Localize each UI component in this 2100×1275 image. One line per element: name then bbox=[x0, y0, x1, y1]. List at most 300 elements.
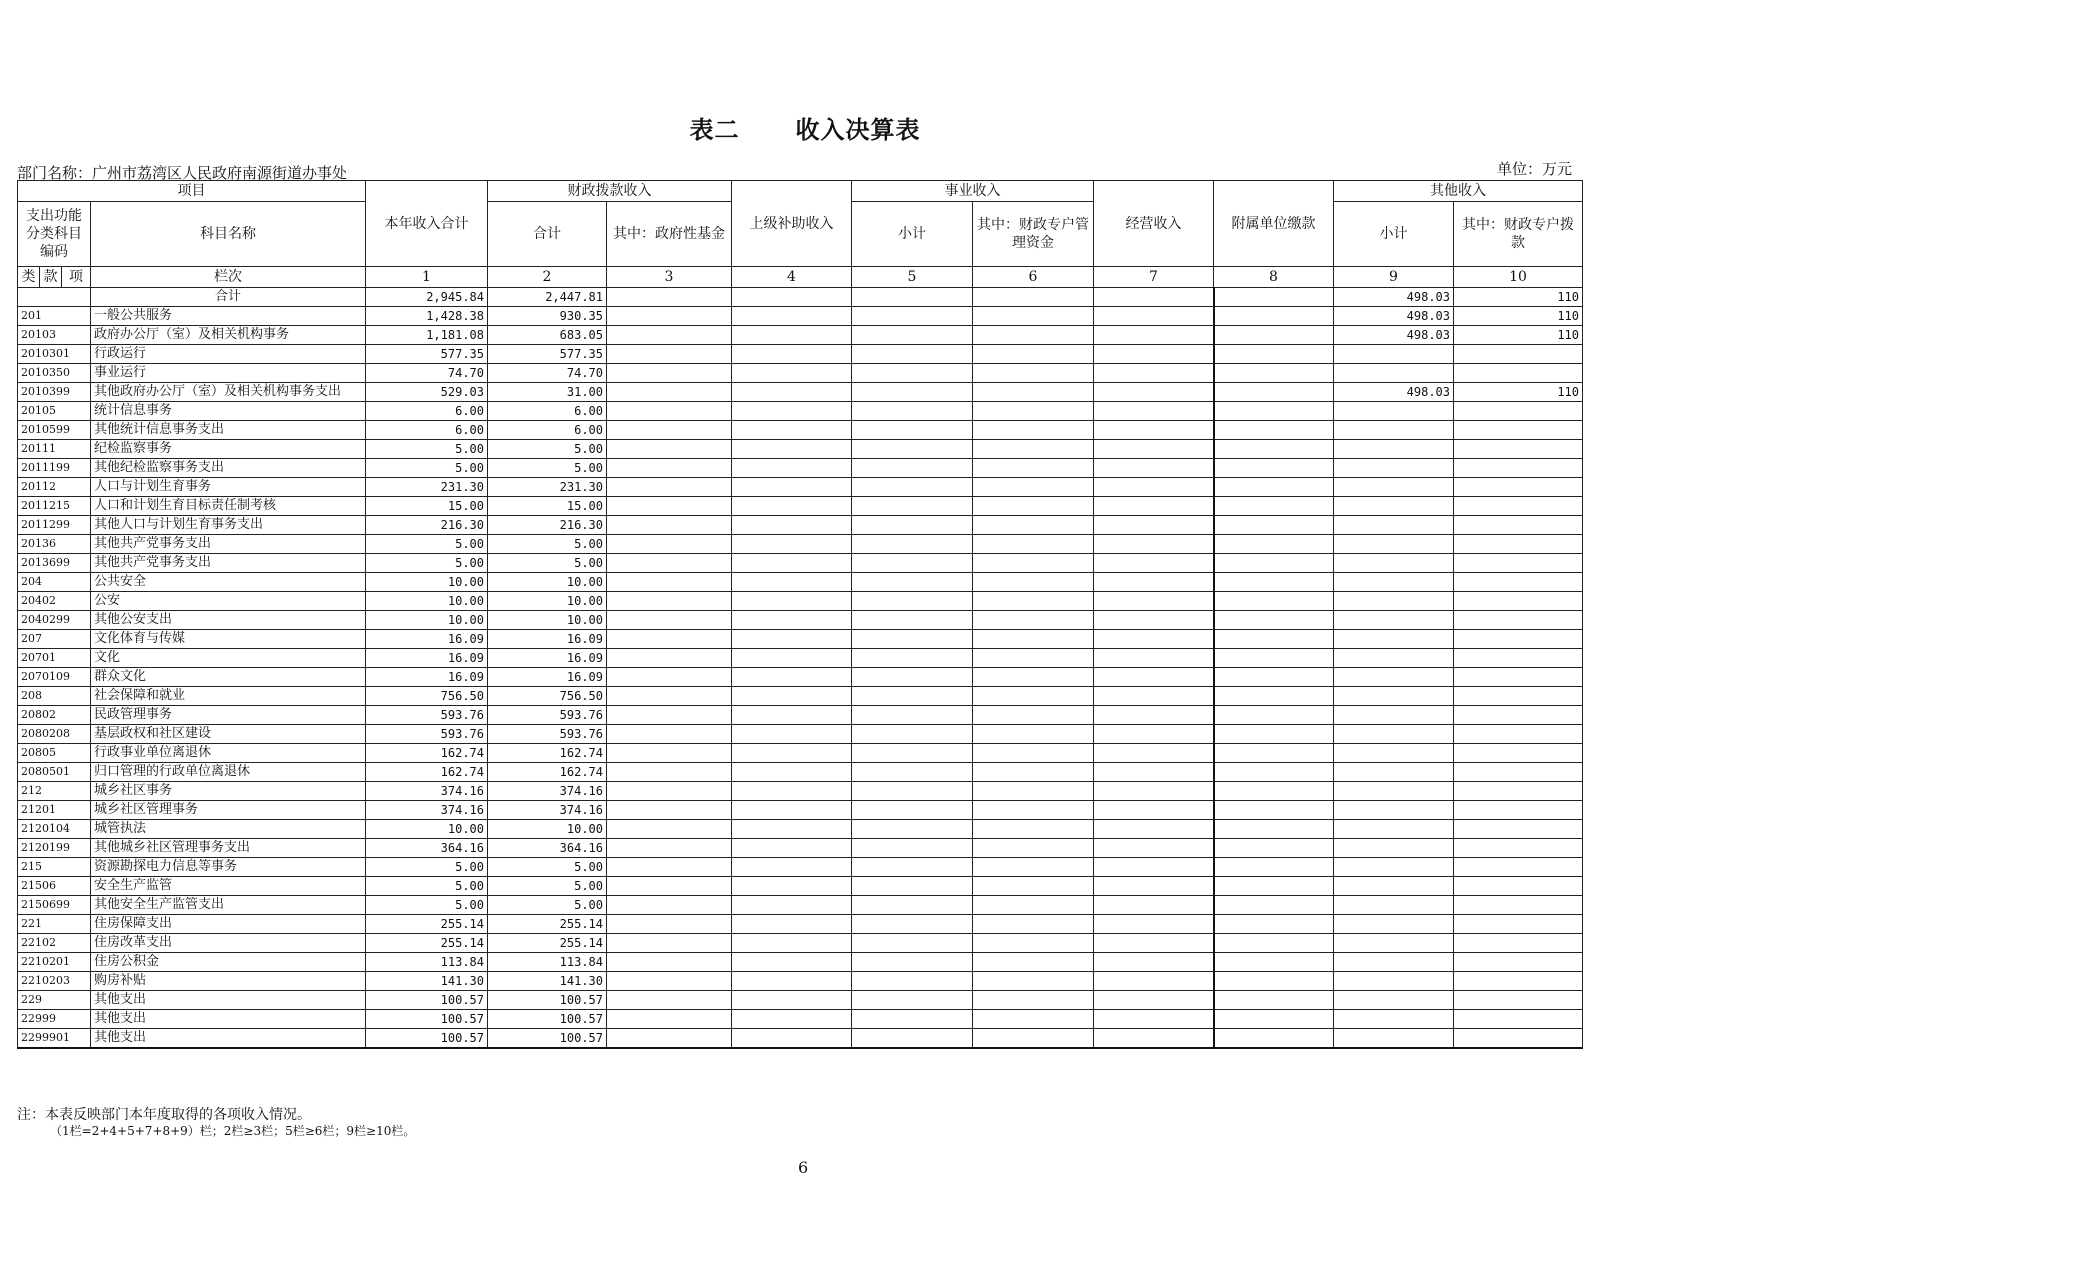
table-row bbox=[18, 440, 1583, 459]
cell-affiliated bbox=[1214, 706, 1334, 725]
cell-upper-subsidy bbox=[732, 554, 852, 573]
cell-business-special bbox=[973, 877, 1094, 896]
cell-upper-subsidy bbox=[732, 307, 852, 326]
cell-subject-name: 其他纪检监察事务支出 bbox=[91, 459, 366, 478]
cell-subject-name: 归口管理的行政单位离退休 bbox=[91, 763, 366, 782]
cell-business-subtotal bbox=[852, 953, 973, 972]
cell-business-special bbox=[973, 440, 1094, 459]
cell-operating bbox=[1094, 858, 1214, 877]
cell-business-special bbox=[973, 687, 1094, 706]
cell-business-subtotal bbox=[852, 763, 973, 782]
cell-fiscal-fund bbox=[607, 497, 732, 516]
cell-fiscal-fund bbox=[607, 383, 732, 402]
cell-fiscal-fund bbox=[607, 611, 732, 630]
cell-business-special bbox=[973, 1029, 1094, 1049]
cell-code: 201 bbox=[18, 307, 91, 326]
cell-fiscal-total: 5.00 bbox=[488, 459, 607, 478]
cell-other-special bbox=[1454, 915, 1583, 934]
cell-fiscal-fund bbox=[607, 1010, 732, 1029]
cell-other-special bbox=[1454, 934, 1583, 953]
cell-fiscal-fund bbox=[607, 649, 732, 668]
cell-business-subtotal bbox=[852, 1029, 973, 1049]
cell-fiscal-fund bbox=[607, 877, 732, 896]
table-row bbox=[18, 953, 1583, 972]
cell-other-special bbox=[1454, 820, 1583, 839]
cell-affiliated bbox=[1214, 668, 1334, 687]
header-fiscal-total: 合计 bbox=[488, 202, 607, 267]
cell-fiscal-total: 100.57 bbox=[488, 1029, 607, 1049]
col-number-cell: 7 bbox=[1094, 267, 1214, 288]
header-lei: 类 bbox=[18, 267, 40, 288]
cell-other-special bbox=[1454, 1029, 1583, 1049]
table-row bbox=[18, 725, 1583, 744]
col-number-cell: 9 bbox=[1334, 267, 1454, 288]
cell-total-income: 5.00 bbox=[366, 440, 488, 459]
cell-business-special bbox=[973, 497, 1094, 516]
cell-subject-name: 一般公共服务 bbox=[91, 307, 366, 326]
cell-upper-subsidy bbox=[732, 573, 852, 592]
cell-affiliated bbox=[1214, 820, 1334, 839]
cell-business-subtotal bbox=[852, 307, 973, 326]
cell-operating bbox=[1094, 516, 1214, 535]
cell-fiscal-total: 2,447.81 bbox=[488, 288, 607, 307]
cell-business-special bbox=[973, 972, 1094, 991]
cell-affiliated bbox=[1214, 953, 1334, 972]
cell-other-subtotal bbox=[1334, 839, 1454, 858]
cell-fiscal-total: 15.00 bbox=[488, 497, 607, 516]
cell-fiscal-fund bbox=[607, 440, 732, 459]
header-project: 项目 bbox=[18, 181, 366, 202]
cell-other-special bbox=[1454, 421, 1583, 440]
cell-total-income: 5.00 bbox=[366, 877, 488, 896]
cell-upper-subsidy bbox=[732, 858, 852, 877]
cell-affiliated bbox=[1214, 516, 1334, 535]
cell-business-subtotal bbox=[852, 326, 973, 345]
cell-business-subtotal bbox=[852, 573, 973, 592]
cell-upper-subsidy bbox=[732, 383, 852, 402]
cell-operating bbox=[1094, 915, 1214, 934]
cell-fiscal-total: 10.00 bbox=[488, 611, 607, 630]
page-title bbox=[0, 110, 1610, 145]
table-header bbox=[18, 181, 1583, 288]
cell-subject-name: 住房保障支出 bbox=[91, 915, 366, 934]
header-fiscal-group: 财政拨款收入 bbox=[488, 181, 732, 202]
cell-business-subtotal bbox=[852, 478, 973, 497]
cell-fiscal-fund bbox=[607, 820, 732, 839]
cell-other-special bbox=[1454, 763, 1583, 782]
cell-other-subtotal bbox=[1334, 364, 1454, 383]
cell-affiliated bbox=[1214, 801, 1334, 820]
unit-label: 单位：万元 bbox=[1497, 160, 1573, 178]
cell-upper-subsidy bbox=[732, 421, 852, 440]
cell-total-income: 16.09 bbox=[366, 630, 488, 649]
cell-fiscal-total: 162.74 bbox=[488, 763, 607, 782]
cell-business-special bbox=[973, 953, 1094, 972]
cell-total-income: 2,945.84 bbox=[366, 288, 488, 307]
cell-total-income: 1,428.38 bbox=[366, 307, 488, 326]
cell-operating bbox=[1094, 725, 1214, 744]
cell-business-subtotal bbox=[852, 630, 973, 649]
cell-affiliated bbox=[1214, 630, 1334, 649]
table-row bbox=[18, 326, 1583, 345]
cell-upper-subsidy bbox=[732, 630, 852, 649]
cell-code bbox=[18, 288, 91, 307]
cell-other-subtotal: 498.03 bbox=[1334, 288, 1454, 307]
cell-fiscal-fund bbox=[607, 592, 732, 611]
cell-affiliated bbox=[1214, 763, 1334, 782]
cell-business-special bbox=[973, 478, 1094, 497]
cell-other-subtotal: 498.03 bbox=[1334, 307, 1454, 326]
col-number-cell: 1 bbox=[366, 267, 488, 288]
cell-total-income: 756.50 bbox=[366, 687, 488, 706]
cell-business-special bbox=[973, 383, 1094, 402]
cell-total-income: 1,181.08 bbox=[366, 326, 488, 345]
cell-other-subtotal bbox=[1334, 345, 1454, 364]
cell-operating bbox=[1094, 839, 1214, 858]
cell-total-income: 5.00 bbox=[366, 535, 488, 554]
cell-other-subtotal bbox=[1334, 801, 1454, 820]
cell-business-subtotal bbox=[852, 592, 973, 611]
cell-operating bbox=[1094, 592, 1214, 611]
table-row bbox=[18, 478, 1583, 497]
cell-fiscal-total: 141.30 bbox=[488, 972, 607, 991]
cell-business-subtotal bbox=[852, 1010, 973, 1029]
cell-fiscal-total: 593.76 bbox=[488, 706, 607, 725]
cell-code: 229 bbox=[18, 991, 91, 1010]
cell-total-income: 113.84 bbox=[366, 953, 488, 972]
header-subject-name: 科目名称 bbox=[91, 202, 366, 267]
cell-other-special bbox=[1454, 459, 1583, 478]
cell-subject-name: 城管执法 bbox=[91, 820, 366, 839]
table-row bbox=[18, 364, 1583, 383]
cell-business-subtotal bbox=[852, 839, 973, 858]
cell-business-subtotal bbox=[852, 440, 973, 459]
cell-fiscal-total: 16.09 bbox=[488, 630, 607, 649]
cell-business-special bbox=[973, 782, 1094, 801]
cell-fiscal-fund bbox=[607, 782, 732, 801]
header-business-group: 事业收入 bbox=[852, 181, 1094, 202]
cell-affiliated bbox=[1214, 440, 1334, 459]
cell-fiscal-total: 5.00 bbox=[488, 877, 607, 896]
cell-other-special bbox=[1454, 877, 1583, 896]
cell-business-subtotal bbox=[852, 649, 973, 668]
table-row bbox=[18, 554, 1583, 573]
table-body bbox=[18, 288, 1583, 1049]
cell-fiscal-fund bbox=[607, 991, 732, 1010]
header-total-income: 本年收入合计 bbox=[366, 181, 488, 267]
cell-code: 20105 bbox=[18, 402, 91, 421]
cell-subject-name: 统计信息事务 bbox=[91, 402, 366, 421]
cell-fiscal-fund bbox=[607, 573, 732, 592]
cell-affiliated bbox=[1214, 991, 1334, 1010]
cell-business-subtotal bbox=[852, 896, 973, 915]
cell-affiliated bbox=[1214, 611, 1334, 630]
cell-affiliated bbox=[1214, 459, 1334, 478]
cell-other-special bbox=[1454, 858, 1583, 877]
cell-code: 20701 bbox=[18, 649, 91, 668]
cell-fiscal-total: 5.00 bbox=[488, 858, 607, 877]
cell-total-income: 162.74 bbox=[366, 763, 488, 782]
cell-business-subtotal bbox=[852, 820, 973, 839]
cell-subject-name: 安全生产监管 bbox=[91, 877, 366, 896]
cell-fiscal-total: 74.70 bbox=[488, 364, 607, 383]
col-number-cell: 6 bbox=[973, 267, 1094, 288]
cell-other-special bbox=[1454, 744, 1583, 763]
cell-business-special bbox=[973, 668, 1094, 687]
cell-business-subtotal bbox=[852, 725, 973, 744]
cell-operating bbox=[1094, 1010, 1214, 1029]
footnote-line-2: （1栏=2+4+5+7+8+9）栏；2栏≥3栏；5栏≥6栏；9栏≥10栏。 bbox=[50, 1124, 416, 1138]
cell-code: 2040299 bbox=[18, 611, 91, 630]
table-row bbox=[18, 839, 1583, 858]
cell-operating bbox=[1094, 345, 1214, 364]
cell-upper-subsidy bbox=[732, 345, 852, 364]
cell-other-subtotal bbox=[1334, 668, 1454, 687]
cell-total-income: 16.09 bbox=[366, 668, 488, 687]
header-operating: 经营收入 bbox=[1094, 181, 1214, 267]
cell-fiscal-fund bbox=[607, 744, 732, 763]
cell-total-income: 16.09 bbox=[366, 649, 488, 668]
cell-business-subtotal bbox=[852, 991, 973, 1010]
table-row bbox=[18, 1010, 1583, 1029]
cell-other-subtotal bbox=[1334, 459, 1454, 478]
cell-other-special bbox=[1454, 687, 1583, 706]
cell-other-subtotal bbox=[1334, 1010, 1454, 1029]
cell-subject-name: 其他支出 bbox=[91, 1029, 366, 1049]
cell-subject-name: 基层政权和社区建设 bbox=[91, 725, 366, 744]
cell-fiscal-total: 6.00 bbox=[488, 402, 607, 421]
cell-total-income: 577.35 bbox=[366, 345, 488, 364]
cell-other-special: 110 bbox=[1454, 307, 1583, 326]
cell-code: 2010399 bbox=[18, 383, 91, 402]
cell-subject-name: 文化体育与传媒 bbox=[91, 630, 366, 649]
cell-fiscal-total: 5.00 bbox=[488, 440, 607, 459]
cell-code: 20111 bbox=[18, 440, 91, 459]
cell-business-special bbox=[973, 801, 1094, 820]
cell-upper-subsidy bbox=[732, 706, 852, 725]
cell-upper-subsidy bbox=[732, 782, 852, 801]
cell-subject-name: 城乡社区管理事务 bbox=[91, 801, 366, 820]
cell-fiscal-fund bbox=[607, 896, 732, 915]
cell-fiscal-fund bbox=[607, 687, 732, 706]
cell-subject-name: 其他支出 bbox=[91, 1010, 366, 1029]
cell-operating bbox=[1094, 687, 1214, 706]
cell-upper-subsidy bbox=[732, 478, 852, 497]
cell-operating bbox=[1094, 307, 1214, 326]
cell-other-subtotal bbox=[1334, 649, 1454, 668]
cell-fiscal-total: 162.74 bbox=[488, 744, 607, 763]
cell-upper-subsidy bbox=[732, 402, 852, 421]
cell-code: 2010350 bbox=[18, 364, 91, 383]
cell-code: 2011199 bbox=[18, 459, 91, 478]
cell-business-subtotal bbox=[852, 364, 973, 383]
cell-other-subtotal bbox=[1334, 915, 1454, 934]
cell-subject-name: 其他支出 bbox=[91, 991, 366, 1010]
cell-fiscal-fund bbox=[607, 858, 732, 877]
cell-upper-subsidy bbox=[732, 820, 852, 839]
cell-code: 20402 bbox=[18, 592, 91, 611]
cell-business-special bbox=[973, 839, 1094, 858]
cell-upper-subsidy bbox=[732, 877, 852, 896]
cell-business-special bbox=[973, 820, 1094, 839]
cell-business-special bbox=[973, 896, 1094, 915]
cell-total-income: 15.00 bbox=[366, 497, 488, 516]
cell-other-subtotal bbox=[1334, 782, 1454, 801]
cell-other-special: 110 bbox=[1454, 383, 1583, 402]
cell-code: 2010599 bbox=[18, 421, 91, 440]
cell-other-special: 110 bbox=[1454, 288, 1583, 307]
cell-total-income: 593.76 bbox=[366, 725, 488, 744]
cell-other-subtotal bbox=[1334, 687, 1454, 706]
cell-operating bbox=[1094, 402, 1214, 421]
cell-other-subtotal bbox=[1334, 725, 1454, 744]
cell-other-subtotal bbox=[1334, 573, 1454, 592]
cell-other-special bbox=[1454, 554, 1583, 573]
cell-other-special bbox=[1454, 668, 1583, 687]
cell-fiscal-total: 113.84 bbox=[488, 953, 607, 972]
cell-other-special bbox=[1454, 782, 1583, 801]
cell-subject-name: 行政运行 bbox=[91, 345, 366, 364]
cell-subject-name: 资源勘探电力信息等事务 bbox=[91, 858, 366, 877]
cell-business-subtotal bbox=[852, 801, 973, 820]
table-row bbox=[18, 592, 1583, 611]
table-row bbox=[18, 934, 1583, 953]
cell-affiliated bbox=[1214, 687, 1334, 706]
cell-business-special bbox=[973, 1010, 1094, 1029]
cell-business-special bbox=[973, 326, 1094, 345]
table-row bbox=[18, 307, 1583, 326]
cell-fiscal-fund bbox=[607, 630, 732, 649]
cell-other-special bbox=[1454, 345, 1583, 364]
cell-total-income: 374.16 bbox=[366, 782, 488, 801]
cell-fiscal-total: 374.16 bbox=[488, 801, 607, 820]
cell-upper-subsidy bbox=[732, 592, 852, 611]
cell-fiscal-fund bbox=[607, 953, 732, 972]
header-business-special: 其中：财政专户管理资金 bbox=[973, 202, 1094, 267]
cell-subject-name: 城乡社区事务 bbox=[91, 782, 366, 801]
cell-other-subtotal bbox=[1334, 611, 1454, 630]
cell-other-subtotal bbox=[1334, 763, 1454, 782]
income-table bbox=[17, 180, 1582, 1049]
cell-upper-subsidy bbox=[732, 516, 852, 535]
cell-upper-subsidy bbox=[732, 1029, 852, 1049]
cell-affiliated bbox=[1214, 554, 1334, 573]
cell-fiscal-total: 5.00 bbox=[488, 535, 607, 554]
cell-business-special bbox=[973, 858, 1094, 877]
cell-business-subtotal bbox=[852, 877, 973, 896]
cell-subject-name: 文化 bbox=[91, 649, 366, 668]
cell-upper-subsidy bbox=[732, 801, 852, 820]
cell-fiscal-fund bbox=[607, 535, 732, 554]
cell-business-special bbox=[973, 288, 1094, 307]
cell-upper-subsidy bbox=[732, 364, 852, 383]
cell-upper-subsidy bbox=[732, 744, 852, 763]
cell-total-income: 74.70 bbox=[366, 364, 488, 383]
cell-operating bbox=[1094, 383, 1214, 402]
cell-affiliated bbox=[1214, 326, 1334, 345]
cell-total-income: 10.00 bbox=[366, 611, 488, 630]
cell-operating bbox=[1094, 896, 1214, 915]
col-number-cell: 4 bbox=[732, 267, 852, 288]
cell-other-special bbox=[1454, 839, 1583, 858]
cell-code: 204 bbox=[18, 573, 91, 592]
cell-affiliated bbox=[1214, 1010, 1334, 1029]
cell-code: 20802 bbox=[18, 706, 91, 725]
cell-upper-subsidy bbox=[732, 687, 852, 706]
cell-subject-name: 公安 bbox=[91, 592, 366, 611]
cell-operating bbox=[1094, 459, 1214, 478]
cell-other-special bbox=[1454, 706, 1583, 725]
cell-upper-subsidy bbox=[732, 1010, 852, 1029]
cell-business-subtotal bbox=[852, 288, 973, 307]
cell-operating bbox=[1094, 877, 1214, 896]
cell-total-income: 255.14 bbox=[366, 934, 488, 953]
cell-affiliated bbox=[1214, 858, 1334, 877]
cell-affiliated bbox=[1214, 497, 1334, 516]
cell-subject-name: 其他人口与计划生育事务支出 bbox=[91, 516, 366, 535]
footnote-line-1: 注：本表反映部门本年度取得的各项收入情况。 bbox=[17, 1107, 311, 1123]
cell-code: 2011299 bbox=[18, 516, 91, 535]
cell-subject-name: 购房补贴 bbox=[91, 972, 366, 991]
cell-business-subtotal bbox=[852, 668, 973, 687]
cell-upper-subsidy bbox=[732, 649, 852, 668]
cell-total-income: 6.00 bbox=[366, 421, 488, 440]
cell-code: 2080208 bbox=[18, 725, 91, 744]
header-other-subtotal: 小计 bbox=[1334, 202, 1454, 267]
cell-fiscal-total: 6.00 bbox=[488, 421, 607, 440]
cell-total-income: 5.00 bbox=[366, 459, 488, 478]
cell-subject-name: 其他统计信息事务支出 bbox=[91, 421, 366, 440]
cell-code: 212 bbox=[18, 782, 91, 801]
cell-operating bbox=[1094, 611, 1214, 630]
cell-subject-name: 合计 bbox=[91, 288, 366, 307]
cell-code: 2010301 bbox=[18, 345, 91, 364]
cell-total-income: 10.00 bbox=[366, 592, 488, 611]
col-number-cell: 5 bbox=[852, 267, 973, 288]
cell-subject-name: 其他安全生产监管支出 bbox=[91, 896, 366, 915]
header-xiang: 项 bbox=[62, 267, 91, 288]
table-row bbox=[18, 763, 1583, 782]
cell-total-income: 162.74 bbox=[366, 744, 488, 763]
cell-affiliated bbox=[1214, 896, 1334, 915]
table-row bbox=[18, 877, 1583, 896]
cell-fiscal-total: 577.35 bbox=[488, 345, 607, 364]
table-row bbox=[18, 801, 1583, 820]
cell-other-special bbox=[1454, 801, 1583, 820]
cell-other-subtotal bbox=[1334, 478, 1454, 497]
cell-fiscal-total: 16.09 bbox=[488, 668, 607, 687]
cell-code: 2120199 bbox=[18, 839, 91, 858]
cell-operating bbox=[1094, 478, 1214, 497]
cell-fiscal-total: 10.00 bbox=[488, 573, 607, 592]
cell-fiscal-fund bbox=[607, 402, 732, 421]
cell-other-subtotal bbox=[1334, 421, 1454, 440]
cell-fiscal-fund bbox=[607, 801, 732, 820]
cell-upper-subsidy bbox=[732, 896, 852, 915]
table-row bbox=[18, 991, 1583, 1010]
cell-operating bbox=[1094, 934, 1214, 953]
cell-fiscal-fund bbox=[607, 459, 732, 478]
cell-upper-subsidy bbox=[732, 972, 852, 991]
cell-other-subtotal bbox=[1334, 858, 1454, 877]
cell-business-subtotal bbox=[852, 516, 973, 535]
cell-subject-name: 事业运行 bbox=[91, 364, 366, 383]
cell-total-income: 255.14 bbox=[366, 915, 488, 934]
table-row bbox=[18, 383, 1583, 402]
cell-subject-name: 人口与计划生育事务 bbox=[91, 478, 366, 497]
header-upper-subsidy: 上级补助收入 bbox=[732, 181, 852, 267]
cell-affiliated bbox=[1214, 307, 1334, 326]
